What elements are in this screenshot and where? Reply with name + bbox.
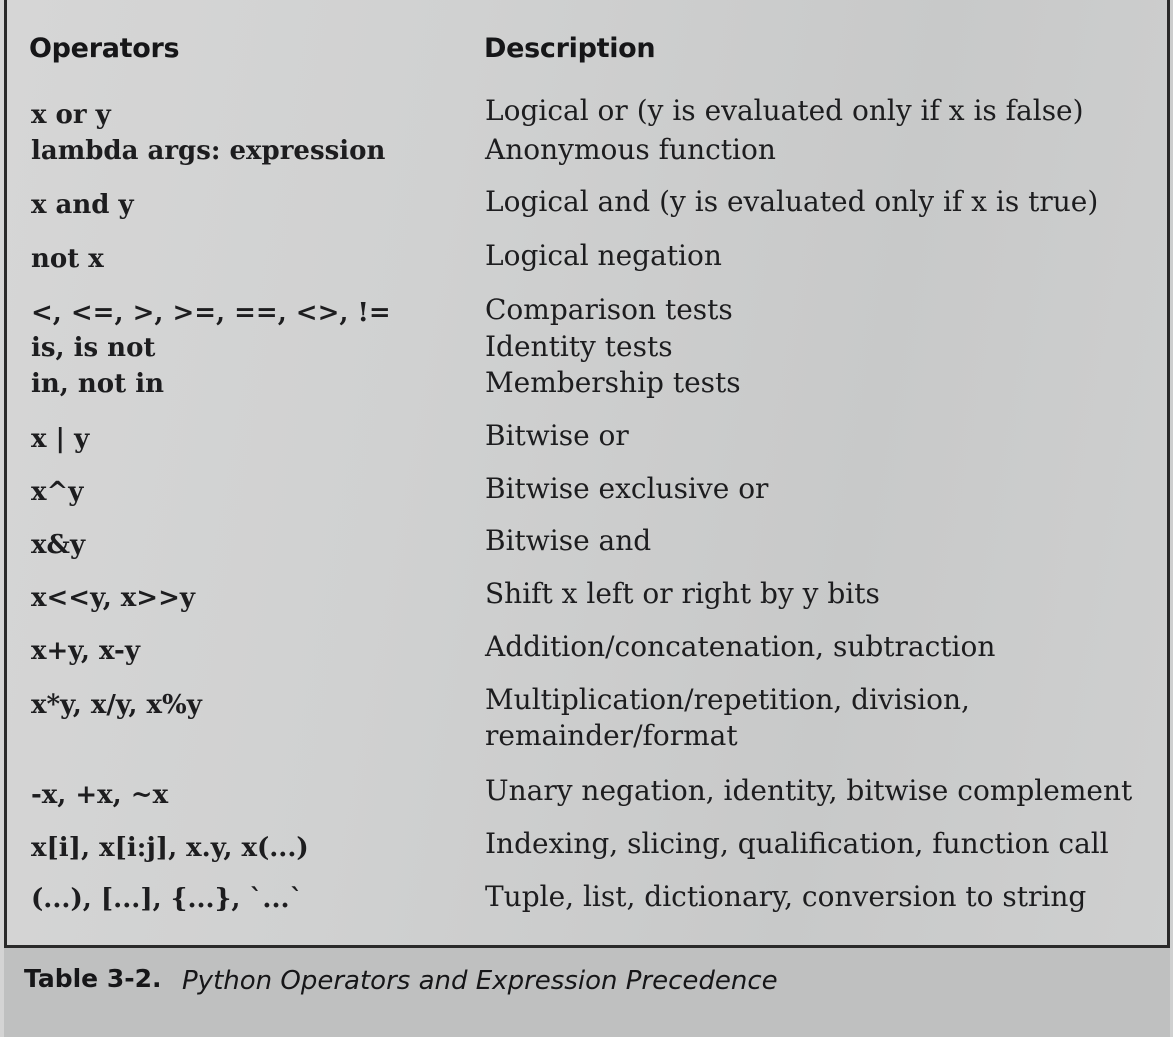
op-cell: x | y: [31, 424, 90, 454]
op-cell: x[i], x[i:j], x.y, x(...): [31, 833, 309, 863]
op-cell: in, not in: [31, 369, 164, 399]
op-cell: x^y: [31, 477, 84, 507]
op-cell: x&y: [31, 530, 86, 560]
desc-cell: Indexing, slicing, qualification, function call: [485, 827, 1109, 860]
op-cell: is, is not: [31, 333, 156, 363]
op-cell: x<<y, x>>y: [31, 583, 195, 613]
header-description: Description: [484, 33, 656, 64]
desc-cell: remainder/format: [485, 719, 738, 752]
desc-cell: Shift x left or right by y bits: [485, 577, 880, 610]
desc-cell: Bitwise exclusive or: [485, 472, 769, 505]
caption-label: Table 3-2.: [24, 964, 162, 993]
desc-cell: Unary negation, identity, bitwise complement: [485, 774, 1133, 807]
desc-cell: Comparison tests: [485, 293, 733, 326]
table-caption: [4, 945, 1170, 1037]
desc-cell: Tuple, list, dictionary, conversion to string: [485, 880, 1087, 913]
op-cell: x+y, x-y: [31, 636, 140, 666]
desc-cell: Bitwise or: [485, 419, 629, 452]
header-operators: Operators: [29, 33, 180, 64]
op-cell: (...), [...], {...}, `...`: [31, 884, 303, 914]
desc-cell: Multiplication/repetition, division,: [485, 683, 970, 716]
desc-cell: Membership tests: [485, 366, 741, 399]
op-cell: not x: [31, 244, 104, 274]
desc-cell: Bitwise and: [485, 524, 652, 557]
desc-cell: Logical and (y is evaluated only if x is true): [485, 185, 1099, 218]
desc-cell: Logical negation: [485, 239, 722, 272]
op-cell: x and y: [31, 190, 134, 220]
op-cell: lambda args: expression: [31, 136, 386, 166]
desc-cell: Anonymous function: [485, 133, 776, 166]
caption-title: Python Operators and Expression Precedence: [182, 966, 778, 996]
desc-cell: Addition/concatenation, subtraction: [485, 630, 996, 663]
desc-cell: Identity tests: [485, 330, 673, 363]
op-cell: x or y: [31, 100, 111, 130]
op-cell: <, <=, >, >=, ==, <>, !=: [31, 298, 391, 328]
op-cell: -x, +x, ~x: [31, 780, 169, 810]
desc-cell: Logical or (y is evaluated only if x is false): [485, 94, 1084, 127]
op-cell: x*y, x/y, x%y: [31, 690, 202, 720]
